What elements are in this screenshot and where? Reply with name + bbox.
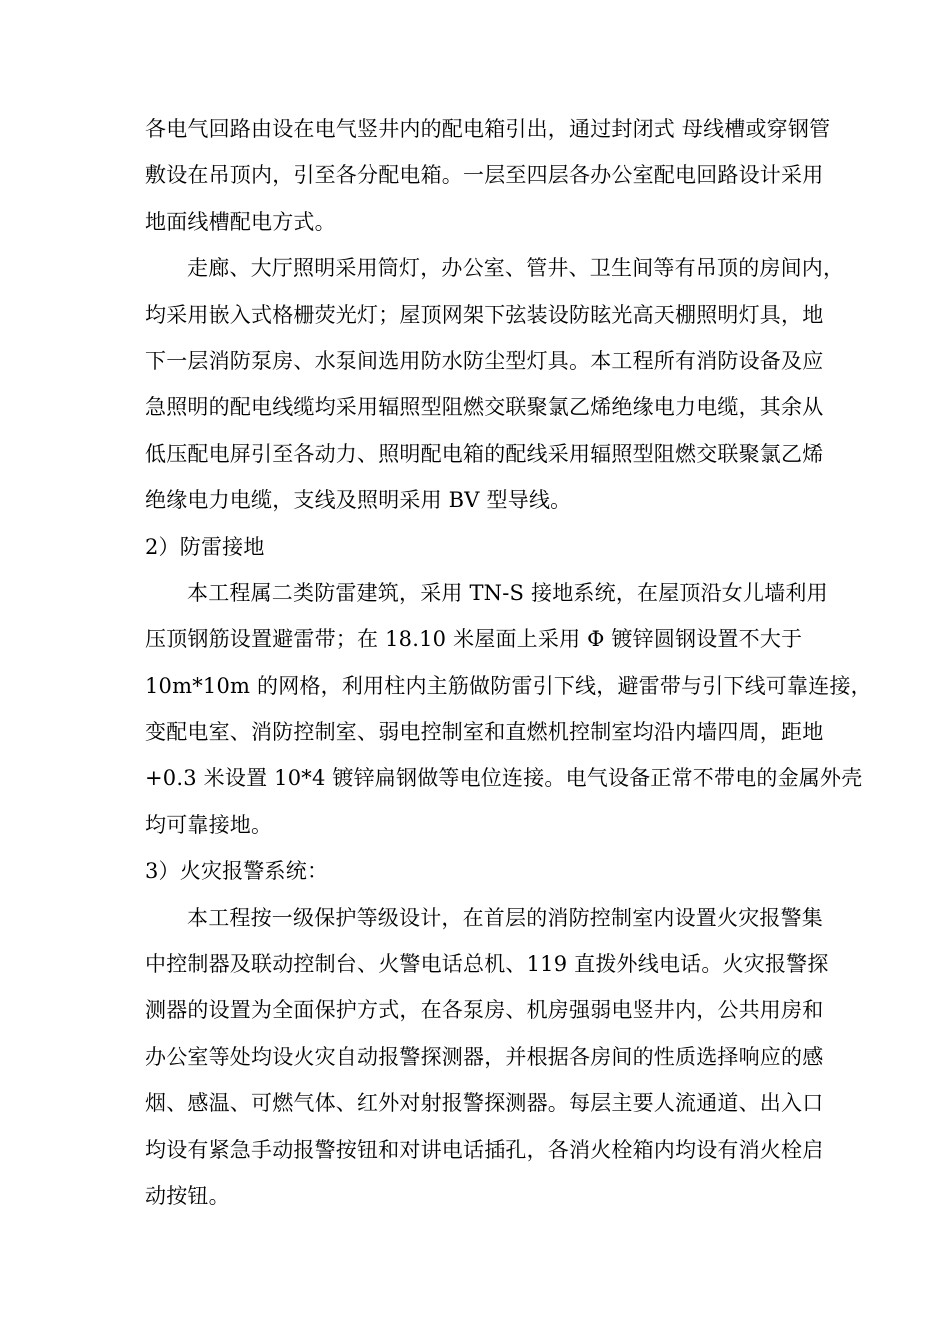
- document-body: [145, 106, 885, 1219]
- paragraph-fire-alarm: [145, 895, 885, 1220]
- paragraph-lighting: [145, 245, 885, 523]
- text-line: 办公室等处均设火灾自动报警探测器，并根据各房间的性质选择响应的感: [145, 1044, 824, 1069]
- text-line: 烟、感温、可燃气体、红外对射报警探测器。每层主要人流通道、出入口: [145, 1091, 824, 1116]
- text-line: 压顶钢筋设置避雷带；在 18.10 米屋面上采用 Φ 镀锌圆钢设置不大于: [145, 627, 803, 652]
- text-line: 均可靠接地。: [145, 812, 273, 837]
- text-line: 地面线槽配电方式。: [145, 209, 336, 234]
- text-line: 各电气回路由设在电气竖井内的配电箱引出，通过封闭式 母线槽或穿钢管: [145, 117, 831, 141]
- text-line: 敷设在吊顶内，引至各分配电箱。一层至四层各办公室配电回路设计采用: [145, 163, 824, 188]
- text-line: 下一层消防泵房、水泵间选用防水防尘型灯具。本工程所有消防设备及应: [145, 348, 824, 373]
- paragraph-grounding: [145, 570, 885, 848]
- text-line: 本工程按一级保护等级设计，在首层的消防控制室内设置火灾报警集: [187, 905, 823, 930]
- text-line: +0.3 米设置 10*4 镀锌扁钢做等电位连接。电气设备正常不带电的金属外壳: [145, 766, 863, 791]
- text-line: 变配电室、消防控制室、弱电控制室和直燃机控制室均沿内墙四周，距地: [145, 720, 824, 745]
- text-line: 中控制器及联动控制台、火警电话总机、119 直拨外线电话。火灾报警探: [145, 952, 829, 977]
- text-line: 测器的设置为全面保护方式，在各泵房、机房强弱电竖井内，公共用房和: [145, 998, 824, 1023]
- text-line: 动按钮。: [145, 1183, 230, 1208]
- text-line: 急照明的配电线缆均采用辐照型阻燃交联聚氯乙烯绝缘电力电缆，其余从: [145, 395, 824, 420]
- text-line: 10m*10m 的网格，利用柱内主筋做防雷引下线，避雷带与引下线可靠连接，: [145, 673, 872, 698]
- text-line: 低压配电屏引至各动力、照明配电箱的配线采用辐照型阻燃交联聚氯乙烯: [145, 441, 824, 466]
- text-line: 均采用嵌入式格栅荧光灯；屋顶网架下弦装设防眩光高天棚照明灯具，地: [145, 302, 824, 327]
- section-heading-lightning-protection: 2）防雷接地: [145, 534, 265, 559]
- text-line: 走廊、大厅照明采用筒灯，办公室、管井、卫生间等有吊顶的房间内，: [187, 256, 845, 281]
- paragraph-distribution: [145, 106, 885, 245]
- section-heading-fire-alarm: 3）火灾报警系统：: [145, 859, 329, 884]
- text-line: 均设有紧急手动报警按钮和对讲电话插孔，各消火栓箱内均设有消火栓启: [145, 1137, 824, 1162]
- text-line: 绝缘电力电缆，支线及照明采用 BV 型导线。: [145, 488, 572, 513]
- text-line: 本工程属二类防雷建筑，采用 TN-S 接地系统，在屋顶沿女儿墙利用: [187, 580, 828, 605]
